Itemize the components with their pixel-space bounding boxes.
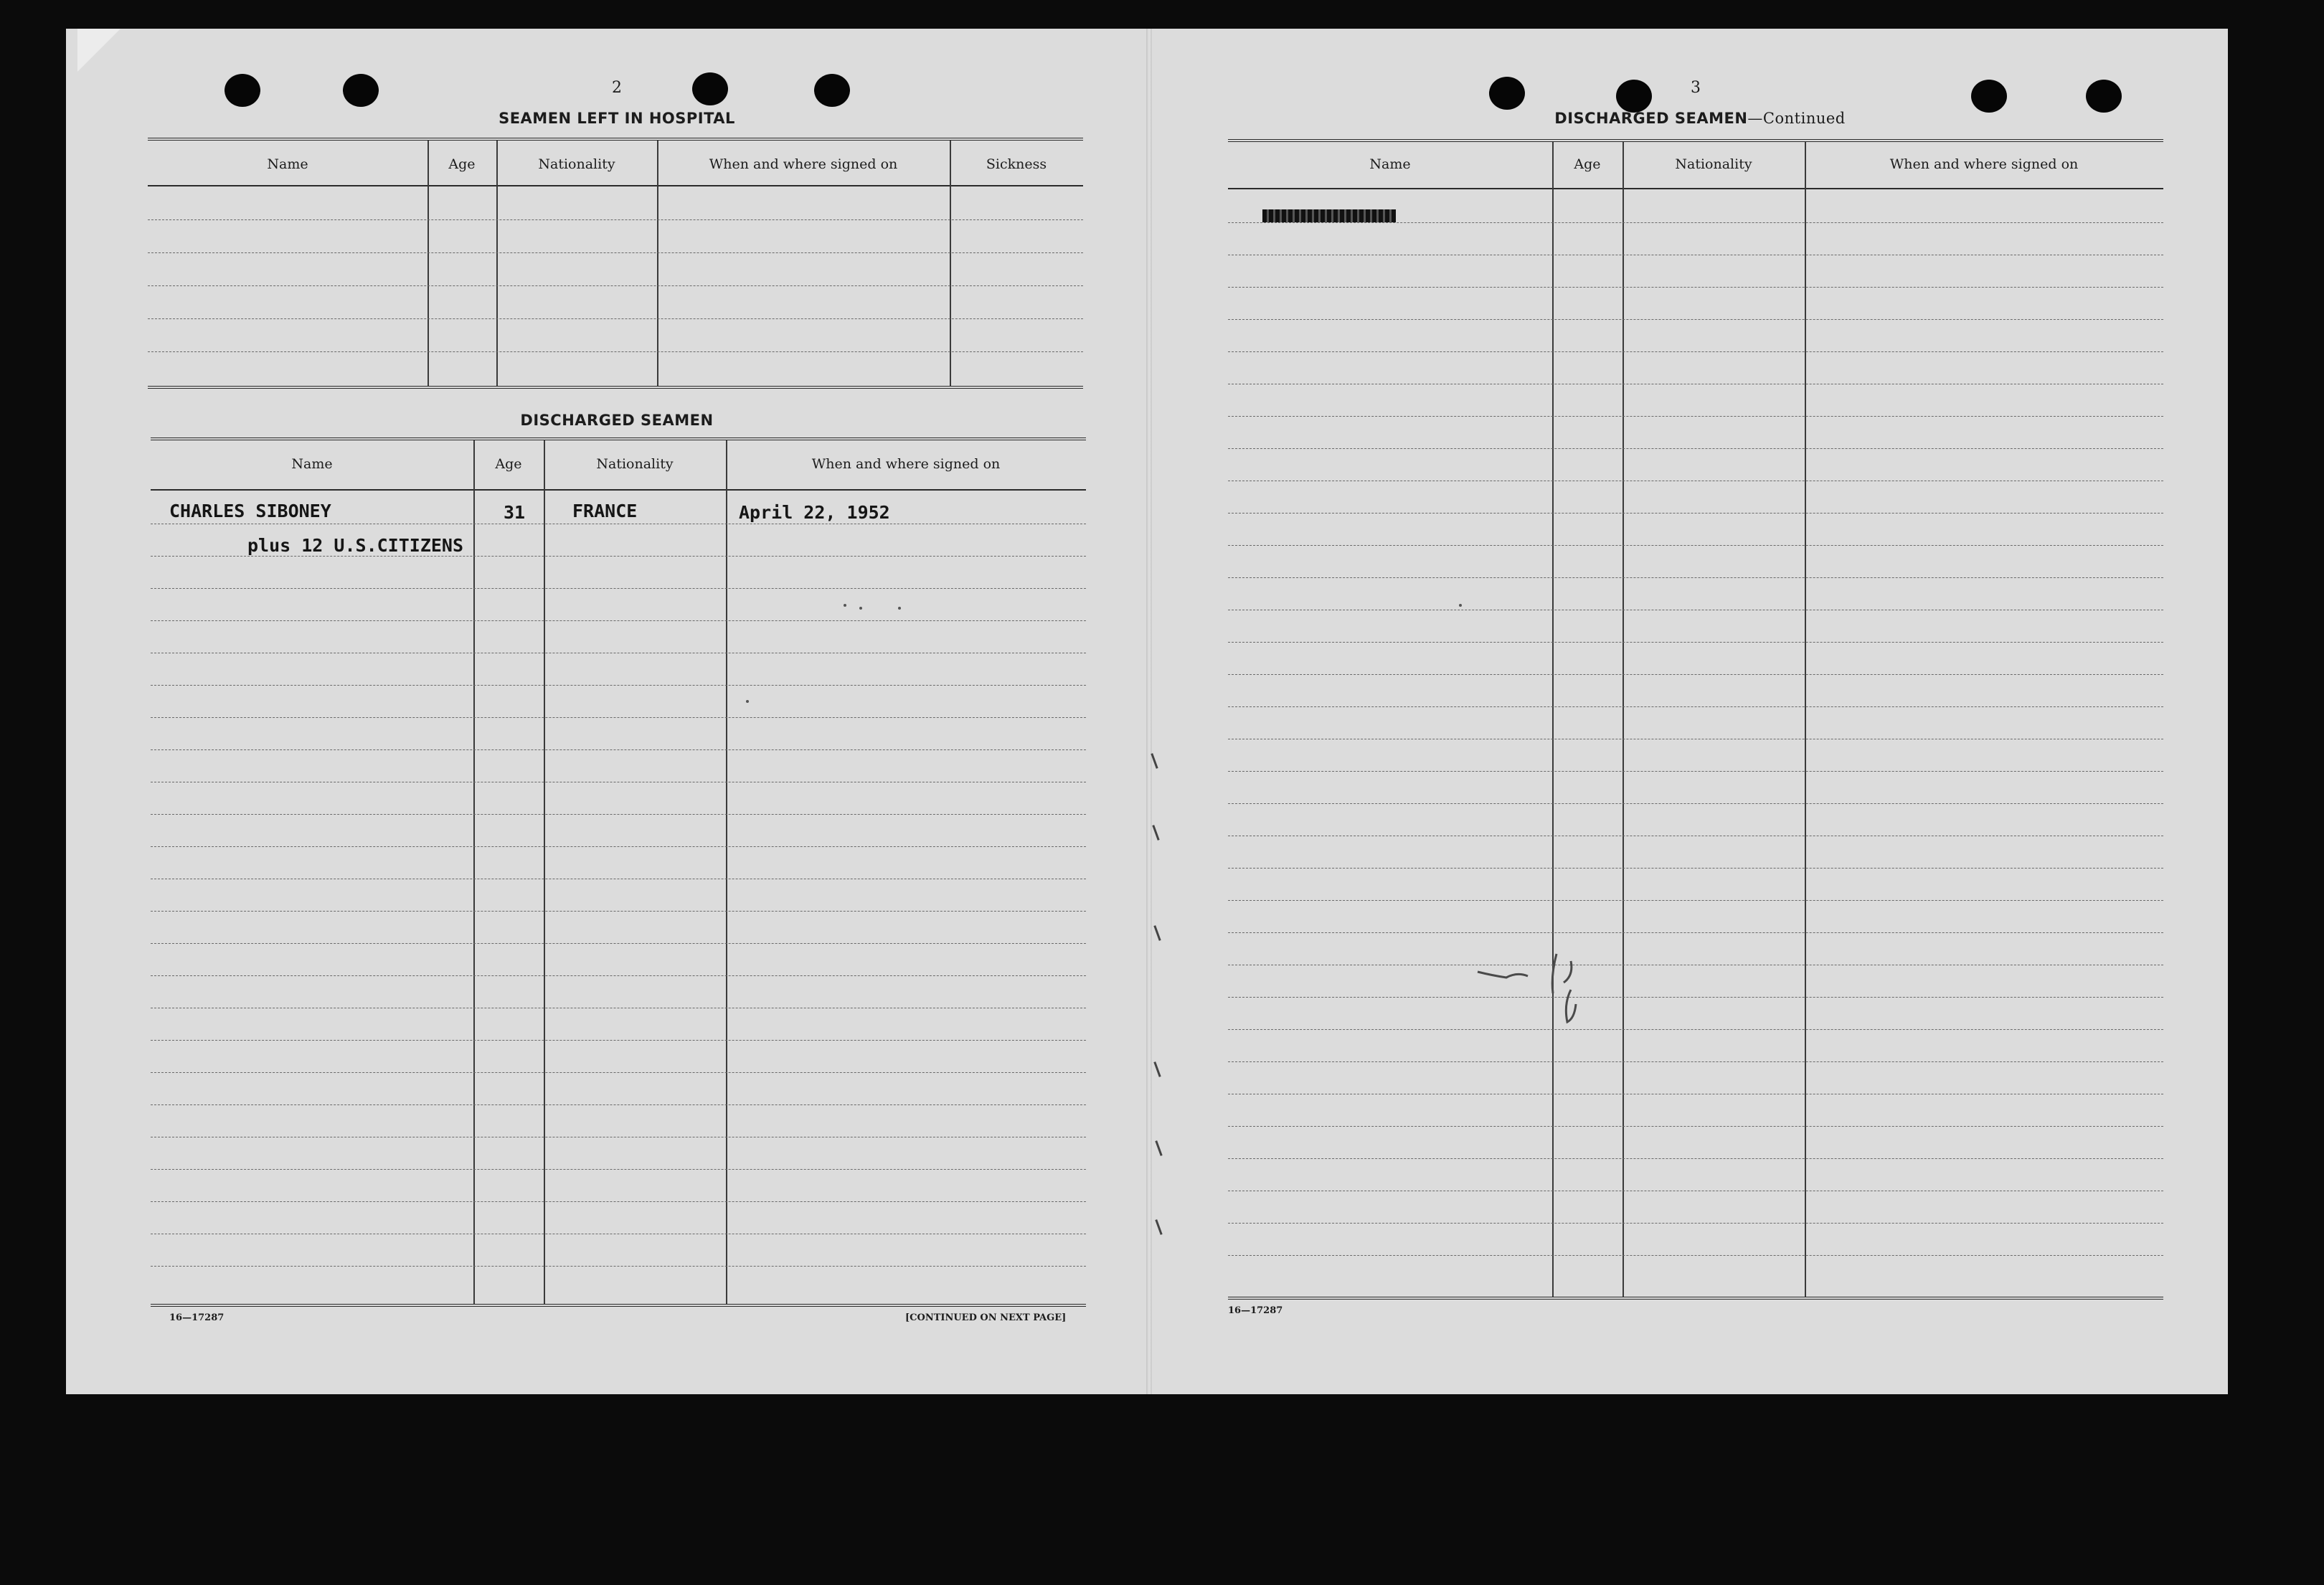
discharged-continued-title [1499, 110, 1901, 127]
page-fold [1146, 29, 1152, 1394]
column-divider [496, 141, 498, 386]
column-header-nationality: Nationality [596, 456, 674, 472]
pencil-scribble [1463, 940, 1592, 1040]
row-line [151, 556, 1086, 557]
column-divider [473, 440, 475, 1304]
row-line [151, 1072, 1086, 1073]
row-line [1228, 1158, 2163, 1159]
hospital-section-title: SEAMEN LEFT IN HOSPITAL [499, 110, 735, 127]
row-line [151, 685, 1086, 686]
punch-hole [343, 74, 379, 107]
column-divider [726, 440, 727, 1304]
row-line [1228, 642, 2163, 643]
punch-hole [1489, 77, 1525, 110]
row-line [148, 285, 1083, 286]
row-line [151, 749, 1086, 750]
column-divider [1622, 142, 1624, 1297]
row-line [1228, 803, 2163, 804]
row-line [1228, 674, 2163, 675]
column-header-age: Age [448, 156, 476, 172]
header-rule [1228, 188, 2163, 189]
row-line [151, 588, 1086, 589]
row-line [148, 219, 1083, 220]
row-line [1228, 1126, 2163, 1127]
column-header-name: Name [1369, 156, 1411, 172]
row-line [1228, 900, 2163, 901]
row-line [1228, 997, 2163, 998]
row-line [151, 846, 1086, 847]
row-line [1228, 448, 2163, 449]
row-line [151, 911, 1086, 912]
section-title-main: DISCHARGED SEAMEN [1554, 110, 1748, 127]
punch-hole [1971, 80, 2007, 113]
column-header-nationality: Nationality [538, 156, 615, 172]
discharged-continued-table [1228, 139, 2163, 1305]
punch-hole [814, 74, 850, 107]
row-line [1228, 932, 2163, 933]
column-header-age: Age [495, 456, 522, 472]
column-header-name: Name [267, 156, 308, 172]
row-line [151, 620, 1086, 621]
punch-hole [2086, 80, 2122, 113]
punch-hole [1616, 80, 1652, 113]
row-line [151, 717, 1086, 718]
row-line [1228, 287, 2163, 288]
table-top-rule [1228, 139, 2163, 142]
column-header-signed-on: When and where signed on [1889, 156, 2079, 172]
page-number-right: 3 [1691, 79, 1701, 97]
discharged-table [151, 437, 1086, 1311]
stray-mark [859, 607, 862, 610]
row-line [151, 1104, 1086, 1105]
punch-hole [225, 74, 260, 107]
table-bottom-rule [151, 1304, 1086, 1307]
column-divider [950, 141, 951, 386]
continued-note: [CONTINUED ON NEXT PAGE] [905, 1312, 1067, 1323]
row-line [1228, 771, 2163, 772]
row-line [1228, 351, 2163, 352]
row-line [1228, 868, 2163, 869]
table-top-rule [151, 437, 1086, 440]
row-line [151, 1169, 1086, 1170]
row-line [1228, 319, 2163, 320]
page-number-left: 2 [612, 79, 622, 97]
column-header-signed-on: When and where signed on [709, 156, 898, 172]
row-line [148, 351, 1083, 352]
row-line [1228, 545, 2163, 546]
column-header-name: Name [291, 456, 333, 472]
row-line [148, 252, 1083, 253]
table-bottom-rule [1228, 1297, 2163, 1300]
row-line [151, 1040, 1086, 1041]
table-bottom-rule [148, 386, 1083, 389]
seaman-name: CHARLES SIBONEY [169, 501, 331, 521]
column-header-sickness: Sickness [986, 156, 1047, 172]
column-divider [1805, 142, 1806, 1297]
form-number-left: 16—17287 [169, 1312, 225, 1323]
row-line [1228, 222, 2163, 223]
hospital-table [148, 138, 1083, 393]
stray-mark [844, 604, 846, 607]
row-line [1228, 416, 2163, 417]
row-line [1228, 706, 2163, 707]
row-line [1228, 1223, 2163, 1224]
seaman-age: 31 [504, 502, 526, 523]
row-line [1228, 1061, 2163, 1062]
row-line [151, 975, 1086, 976]
row-line [1228, 577, 2163, 578]
table-top-rule [148, 138, 1083, 141]
column-header-age: Age [1574, 156, 1601, 172]
row-line [148, 318, 1083, 319]
row-line [151, 814, 1086, 815]
stray-mark [746, 700, 749, 703]
additional-seamen-note: plus 12 U.S.CITIZENS [247, 535, 464, 556]
column-divider [428, 141, 429, 386]
row-line [151, 1266, 1086, 1267]
discharged-section-title: DISCHARGED SEAMEN [520, 412, 714, 429]
folded-corner [77, 29, 121, 72]
row-line [1228, 1255, 2163, 1256]
row-line [1228, 1029, 2163, 1030]
column-header-nationality: Nationality [1675, 156, 1752, 172]
row-line [1228, 513, 2163, 514]
seaman-signed-on: April 22, 1952 [739, 502, 890, 523]
punch-hole [692, 72, 728, 105]
header-rule [148, 185, 1083, 186]
column-divider [657, 141, 658, 386]
column-header-signed-on: When and where signed on [811, 456, 1001, 472]
struck-out-entry [1262, 209, 1396, 222]
column-divider [544, 440, 545, 1304]
row-line [151, 943, 1086, 944]
form-number-right: 16—17287 [1228, 1305, 1283, 1316]
column-divider [1552, 142, 1554, 1297]
stray-mark [898, 607, 901, 610]
header-rule [151, 489, 1086, 491]
section-title-suffix: —Continued [1747, 110, 1846, 127]
row-line [151, 1201, 1086, 1202]
seaman-nationality: FRANCE [572, 501, 638, 521]
